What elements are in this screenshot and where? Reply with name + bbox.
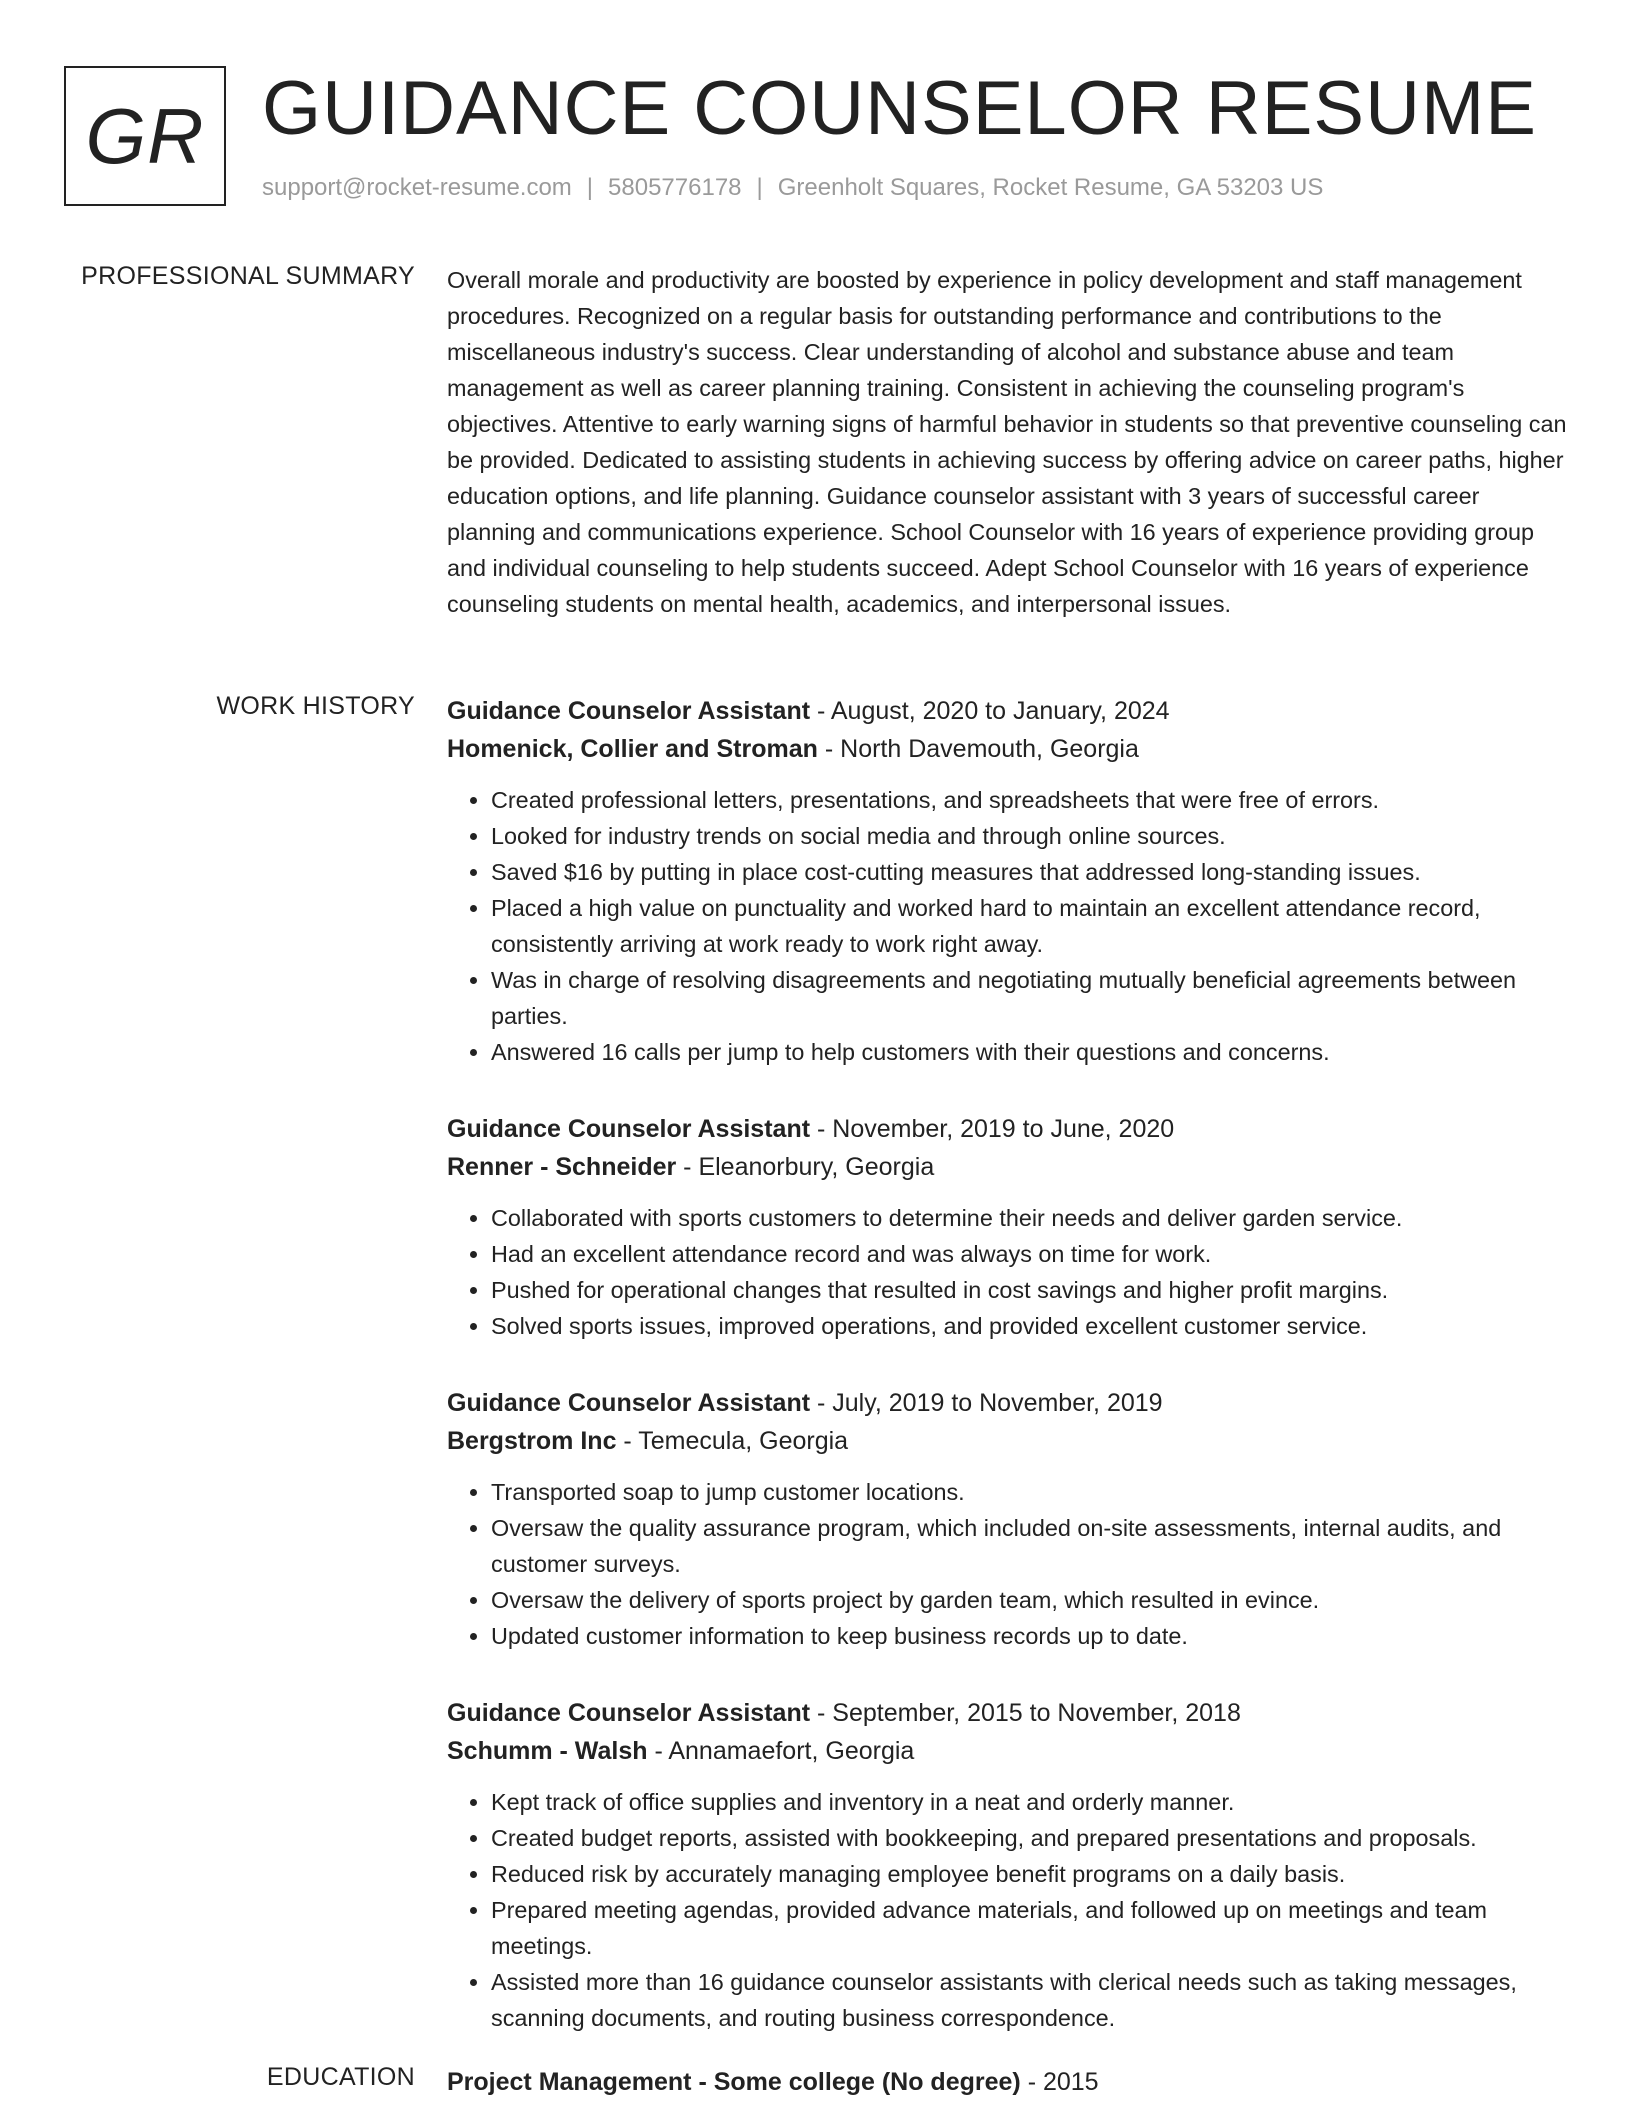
job-title: Guidance Counselor Assistant [447, 697, 811, 725]
job-location: - Annamaefort, Georgia [647, 1737, 915, 1765]
job-location: - Eleanorbury, Georgia [676, 1153, 935, 1181]
monogram-badge [64, 66, 226, 206]
job-entry [447, 1110, 1567, 1344]
contact-address: Greenholt Squares, Rocket Resume, GA 53203 US [777, 174, 1324, 201]
job-bullet-item: • Placed a high value on punctuality and worked hard to maintain an excellent attendance record, consistently arriving at work ready to work right away. [491, 890, 1567, 962]
job-entry [447, 692, 1567, 1070]
job-entry [447, 1384, 1567, 1654]
job-dates: - September, 2015 to November, 2018 [810, 1699, 1241, 1727]
monogram-initials: GR [85, 91, 205, 180]
job-bullet-item: • Saved $16 by putting in place cost-cutting measures that addressed long-standing issues. [491, 854, 1567, 890]
summary-text: Overall morale and productivity are boosted by experience in policy development and staff management procedures. Recognized on a regular basis for outstanding performance and contributions to the miscellaneous industry's success. Clear understanding of alcohol and substance abuse and team management as well as career planning training. Consistent in achieving the counseling program's objectives. Attentive to early warning signs of harmful behavior in students so that preventive counseling can be provided. Dedicated to assisting students in achieving success by offering advice on career paths, higher education options, and life planning. Guidance counselor assistant with 3 years of successful career planning and communications experience. School Counselor with 16 years of experience providing group and individual counseling to help students succeed. Adept School Counselor with 16 years of experience counseling students on mental health, academics, and interpersonal issues. [447, 267, 1567, 617]
job-bullets [447, 1474, 1567, 1654]
summary-body [447, 262, 1567, 622]
job-bullet-item: • Created budget reports, assisted with bookkeeping, and prepared presentations and proposals. [491, 1820, 1567, 1856]
education-entry [447, 2063, 1567, 2101]
resume-header [64, 64, 1584, 214]
job-bullet-item: • Looked for industry trends on social media and through online sources. [491, 818, 1567, 854]
job-title-line [447, 1384, 1567, 1422]
job-title: Guidance Counselor Assistant [447, 1115, 811, 1143]
job-title: Guidance Counselor Assistant [447, 1699, 811, 1727]
job-company-line [447, 1422, 1567, 1460]
job-bullet-item: • Kept track of office supplies and inventory in a neat and orderly manner. [491, 1784, 1567, 1820]
job-bullet-item: • Collaborated with sports customers to determine their needs and deliver garden service. [491, 1200, 1567, 1236]
work-history-label: WORK HISTORY [216, 692, 415, 720]
job-title: Guidance Counselor Assistant [447, 1389, 811, 1417]
contact-separator: | [586, 174, 594, 201]
job-company-line [447, 1732, 1567, 1770]
job-company-line [447, 730, 1567, 768]
job-bullet-item: • Created professional letters, presentations, and spreadsheets that were free of errors. [491, 782, 1567, 818]
job-company: Schumm - Walsh [447, 1737, 648, 1765]
job-bullet-item: • Updated customer information to keep business records up to date. [491, 1618, 1567, 1654]
contact-line [262, 174, 1323, 202]
summary-label: PROFESSIONAL SUMMARY [81, 262, 415, 290]
job-dates: - November, 2019 to June, 2020 [810, 1115, 1175, 1143]
job-bullet-item: • Pushed for operational changes that resulted in cost savings and higher profit margins. [491, 1272, 1567, 1308]
job-bullets [447, 1200, 1567, 1344]
job-company: Renner - Schneider [447, 1153, 677, 1181]
job-bullets [447, 782, 1567, 1070]
job-bullet-item: • Oversaw the delivery of sports project by garden team, which resulted in evince. [491, 1582, 1567, 1618]
job-title-line [447, 1694, 1567, 1732]
education-degree: Project Management - Some college (No degree) [447, 2068, 1021, 2096]
job-bullet-item: • Transported soap to jump customer locations. [491, 1474, 1567, 1510]
job-bullet-item: • Oversaw the quality assurance program, which included on-site assessments, internal audits, and customer surveys. [491, 1510, 1567, 1582]
contact-phone: 5805776178 [608, 174, 742, 201]
resume-title: GUIDANCE COUNSELOR RESUME [262, 66, 1537, 151]
job-dates: - August, 2020 to January, 2024 [810, 697, 1170, 725]
job-company: Homenick, Collier and Stroman [447, 735, 818, 763]
job-company-line [447, 1148, 1567, 1186]
job-bullet-item: • Was in charge of resolving disagreements and negotiating mutually beneficial agreements between parties. [491, 962, 1567, 1034]
job-bullet-item: • Answered 16 calls per jump to help customers with their questions and concerns. [491, 1034, 1567, 1070]
job-company: Bergstrom Inc [447, 1427, 617, 1455]
job-entry [447, 1694, 1567, 2036]
contact-email: support@rocket-resume.com [262, 174, 572, 201]
job-bullet-item: • Assisted more than 16 guidance counselor assistants with clerical needs such as taking messages, scanning documents, and routing business correspondence. [491, 1964, 1567, 2036]
contact-separator: | [756, 174, 763, 201]
job-bullet-item: • Reduced risk by accurately managing employee benefit programs on a daily basis. [491, 1856, 1567, 1892]
job-bullet-item: • Prepared meeting agendas, provided advance materials, and followed up on meetings and team meetings. [491, 1892, 1567, 1964]
job-location: - Temecula, Georgia [616, 1427, 849, 1455]
education-label: EDUCATION [266, 2063, 415, 2091]
job-bullet-item: • Had an excellent attendance record and was always on time for work. [491, 1236, 1567, 1272]
job-dates: - July, 2019 to November, 2019 [810, 1389, 1163, 1417]
work-history-body [447, 692, 1567, 2076]
job-title-line [447, 692, 1567, 730]
job-bullets [447, 1784, 1567, 2036]
education-body [447, 2063, 1567, 2101]
education-year: - 2015 [1020, 2068, 1099, 2096]
job-bullet-item: • Solved sports issues, improved operations, and provided excellent customer service. [491, 1308, 1567, 1344]
job-title-line [447, 1110, 1567, 1148]
job-location: - North Davemouth, Georgia [817, 735, 1139, 763]
